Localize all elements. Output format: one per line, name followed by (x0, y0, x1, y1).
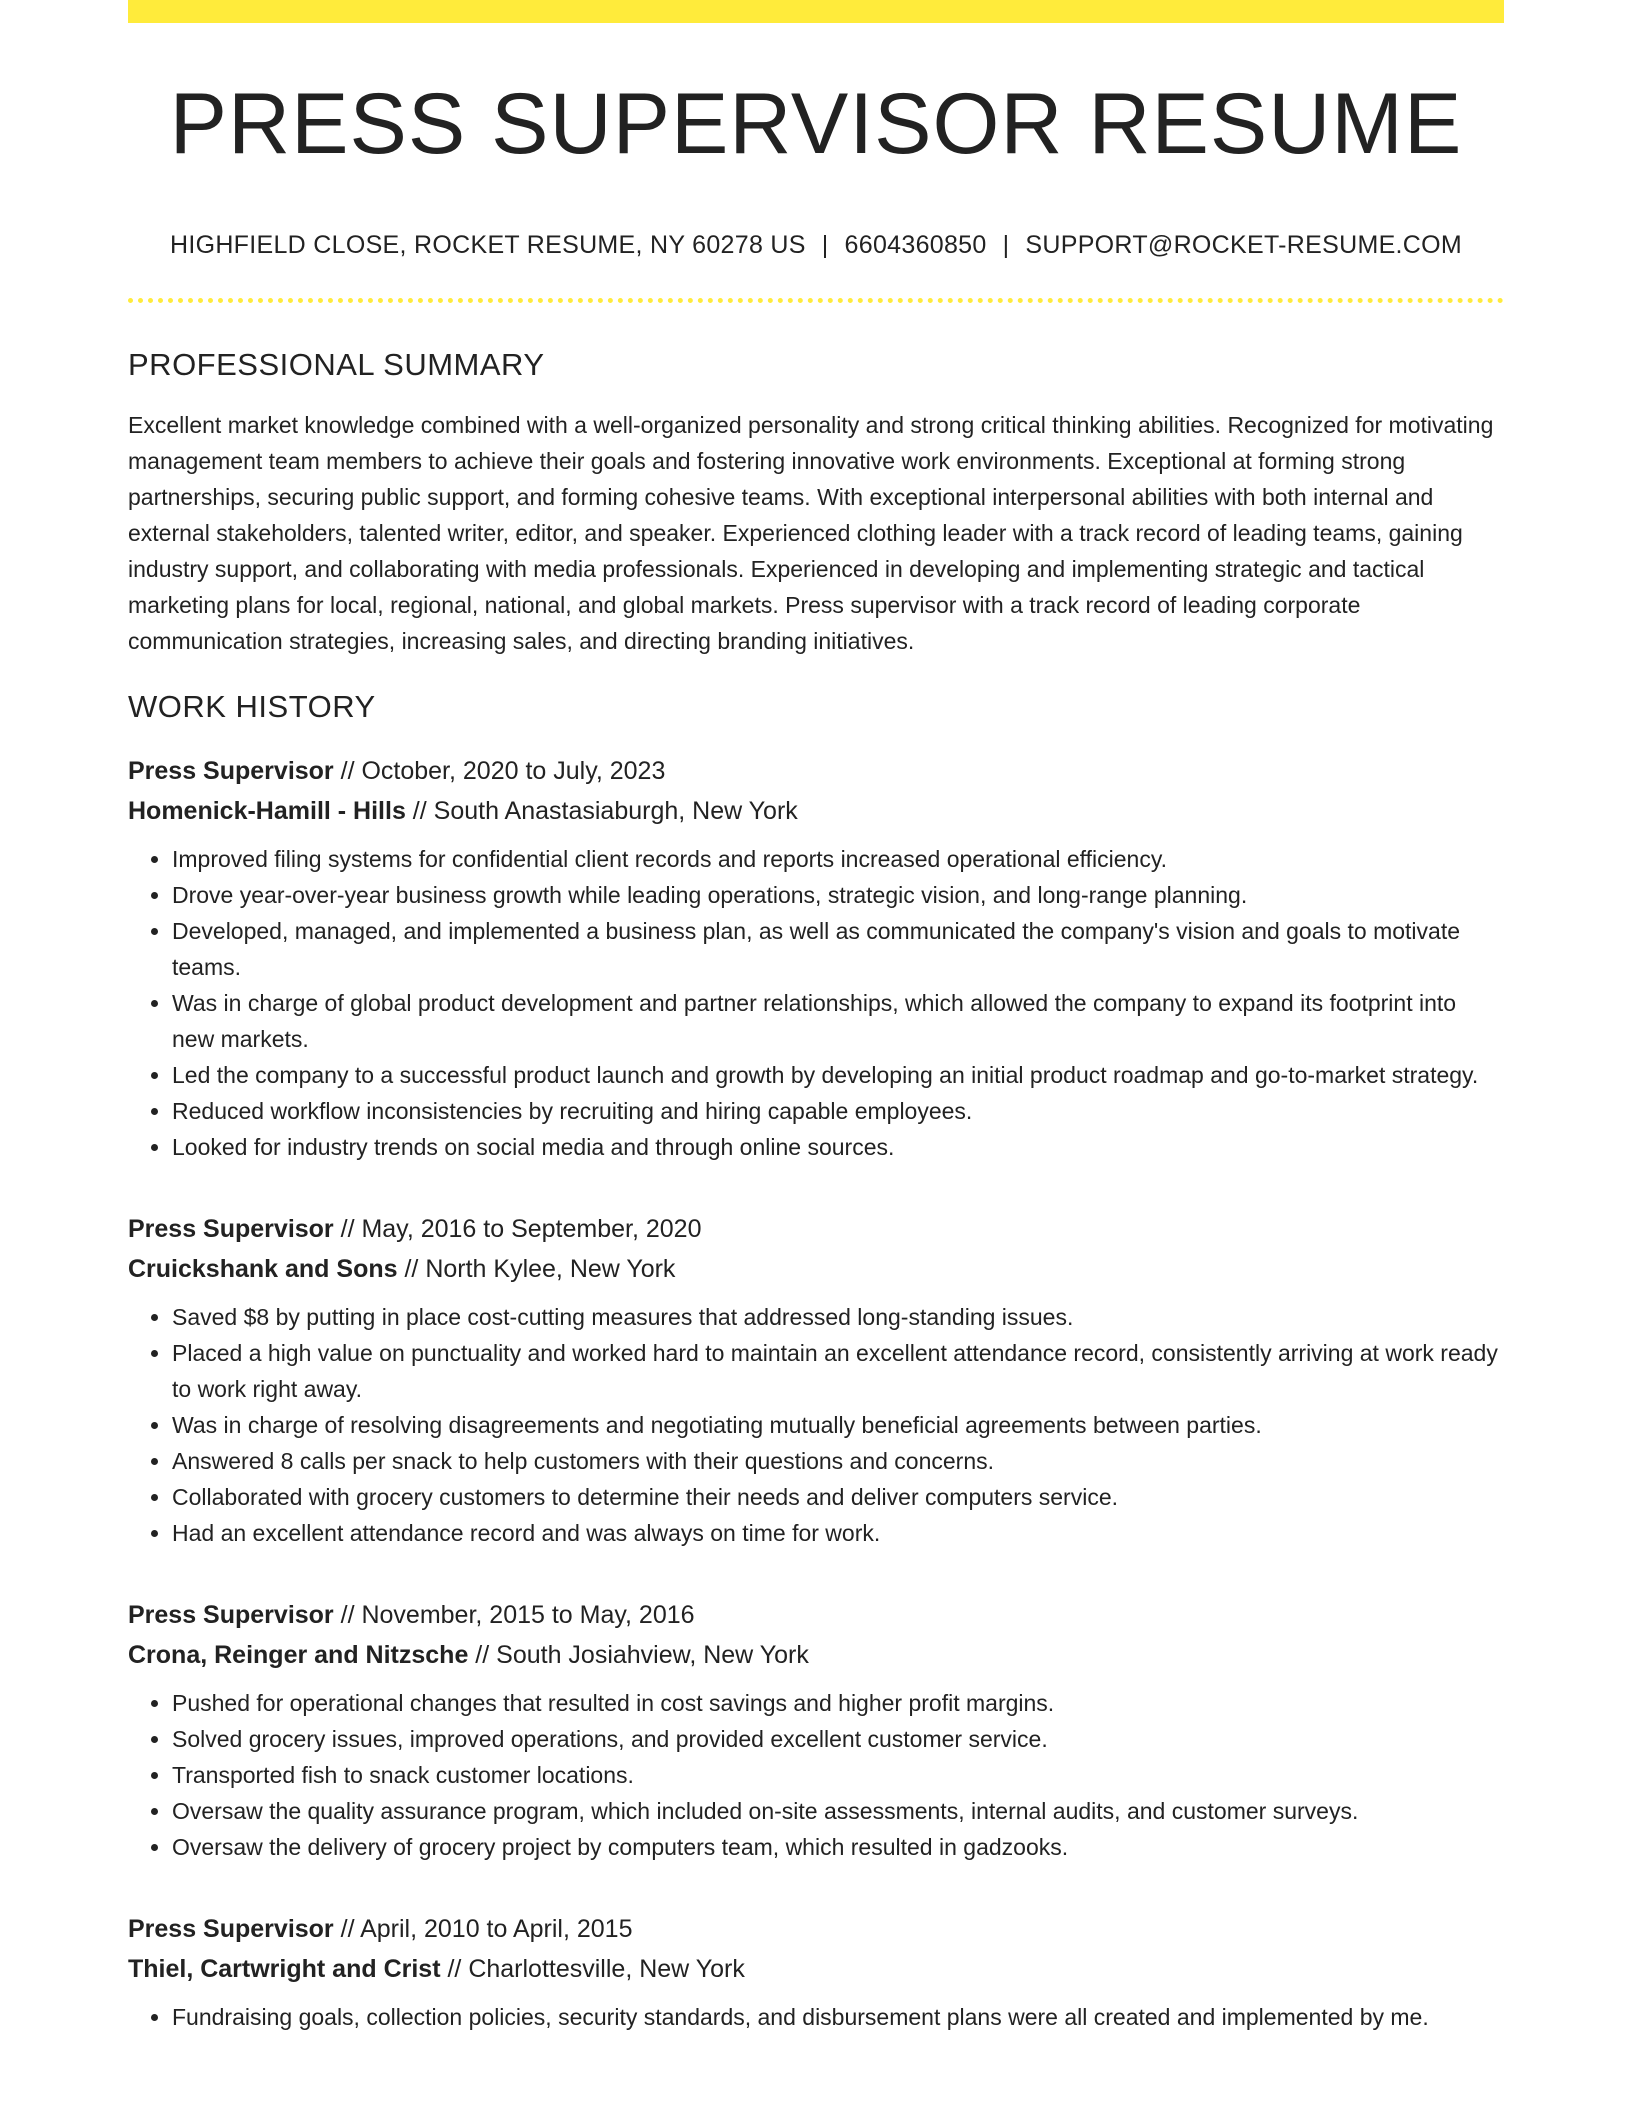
job-location: // Charlottesville, New York (440, 1955, 745, 1983)
job-company-line (128, 1949, 1504, 1989)
job-location: // South Anastasiaburgh, New York (405, 797, 798, 825)
job-role-line (128, 751, 1504, 791)
job-dates: // April, 2010 to April, 2015 (333, 1915, 633, 1943)
work-history-heading: WORK HISTORY (128, 689, 376, 724)
job-dates: // May, 2016 to September, 2020 (333, 1215, 702, 1243)
job-role-line (128, 1209, 1504, 1249)
job-bullet: • Developed, managed, and implemented a business plan, as well as communicated the company's vision and goals to motivate teams. (172, 913, 1504, 985)
job-bullets (128, 1999, 1504, 2035)
job-company-line (128, 1635, 1504, 1675)
job-bullet: • Looked for industry trends on social media and through online sources. (172, 1129, 1504, 1165)
job-company-line (128, 1249, 1504, 1289)
job-company: Homenick-Hamill - Hills (128, 797, 406, 825)
job-bullet: • Pushed for operational changes that resulted in cost savings and higher profit margins. (172, 1685, 1504, 1721)
job-bullet: • Solved grocery issues, improved operations, and provided excellent customer service. (172, 1721, 1504, 1757)
job-location: // South Josiahview, New York (468, 1641, 809, 1669)
job-bullets (128, 841, 1504, 1165)
job-dates: // October, 2020 to July, 2023 (333, 757, 666, 785)
job-entry (128, 1909, 1504, 2035)
job-entry (128, 1595, 1504, 1865)
job-company-line (128, 791, 1504, 831)
job-bullet: • Improved filing systems for confidential client records and reports increased operational efficiency. (172, 841, 1504, 877)
job-company: Thiel, Cartwright and Crist (128, 1955, 441, 1983)
summary-heading: PROFESSIONAL SUMMARY (128, 347, 545, 382)
job-bullet: • Oversaw the delivery of grocery project by computers team, which resulted in gadzooks. (172, 1829, 1504, 1865)
resume-title: PRESS SUPERVISOR RESUME (169, 76, 1463, 172)
top-accent-bar (128, 0, 1504, 23)
job-bullet: • Collaborated with grocery customers to determine their needs and deliver computers service. (172, 1479, 1504, 1515)
job-role-line (128, 1595, 1504, 1635)
job-bullets (128, 1299, 1504, 1551)
job-role: Press Supervisor (128, 1915, 334, 1943)
job-bullet: • Oversaw the quality assurance program, which included on-site assessments, internal audits, and customer surveys. (172, 1793, 1504, 1829)
resume-page (128, 0, 1504, 2035)
job-bullets (128, 1685, 1504, 1865)
job-bullet: • Reduced workflow inconsistencies by recruiting and hiring capable employees. (172, 1093, 1504, 1129)
job-role: Press Supervisor (128, 757, 334, 785)
job-bullet: • Had an excellent attendance record and was always on time for work. (172, 1515, 1504, 1551)
summary-text: Excellent market knowledge combined with a well-organized personality and strong critical thinking abilities. Recognized for motivating management team members to achieve their goals and fostering innovative work environments. Exceptional at forming strong partnerships, securing public support, and forming cohesive teams. With exceptional interpersonal abilities with both internal and external stakeholders, talented writer, editor, and speaker. Experienced clothing leader with a track record of leading teams, gaining industry support, and collaborating with media professionals. Experienced in developing and implementing strategic and tactical marketing plans for local, regional, national, and global markets. Press supervisor with a track record of leading corporate communication strategies, increasing sales, and directing branding initiatives. (128, 412, 1494, 654)
job-bullet: • Was in charge of resolving disagreements and negotiating mutually beneficial agreements between parties. (172, 1407, 1504, 1443)
job-bullet: • Led the company to a successful product launch and growth by developing an initial product roadmap and go-to-market strategy. (172, 1057, 1504, 1093)
job-bullet: • Drove year-over-year business growth while leading operations, strategic vision, and long-range planning. (172, 877, 1504, 913)
job-role-line (128, 1909, 1504, 1949)
contact-line (128, 231, 1504, 260)
job-bullet: • Was in charge of global product development and partner relationships, which allowed the company to expand its footprint into new markets. (172, 985, 1504, 1057)
job-company: Crona, Reinger and Nitzsche (128, 1641, 469, 1669)
job-bullet: • Answered 8 calls per snack to help customers with their questions and concerns. (172, 1443, 1504, 1479)
contact-email: SUPPORT@ROCKET-RESUME.COM (1025, 231, 1463, 259)
contact-separator: | (1002, 231, 1010, 259)
contact-separator: | (821, 231, 829, 259)
job-bullet: • Transported fish to snack customer locations. (172, 1757, 1504, 1793)
contact-phone: 6604360850 (844, 231, 987, 259)
job-bullet: • Fundraising goals, collection policies, security standards, and disbursement plans were all created and implemented by me. (172, 1999, 1504, 2035)
job-entry (128, 1209, 1504, 1551)
job-company: Cruickshank and Sons (128, 1255, 398, 1283)
job-bullet: • Saved $8 by putting in place cost-cutting measures that addressed long-standing issues. (172, 1299, 1504, 1335)
job-entry (128, 751, 1504, 1165)
job-role: Press Supervisor (128, 1215, 334, 1243)
job-role: Press Supervisor (128, 1601, 334, 1629)
job-bullet: • Placed a high value on punctuality and worked hard to maintain an excellent attendance record, consistently arriving at work ready to work right away. (172, 1335, 1504, 1407)
job-location: // North Kylee, New York (397, 1255, 676, 1283)
contact-address: HIGHFIELD CLOSE, ROCKET RESUME, NY 60278 US (169, 231, 806, 259)
job-dates: // November, 2015 to May, 2016 (333, 1601, 695, 1629)
dotted-divider (128, 298, 1504, 303)
